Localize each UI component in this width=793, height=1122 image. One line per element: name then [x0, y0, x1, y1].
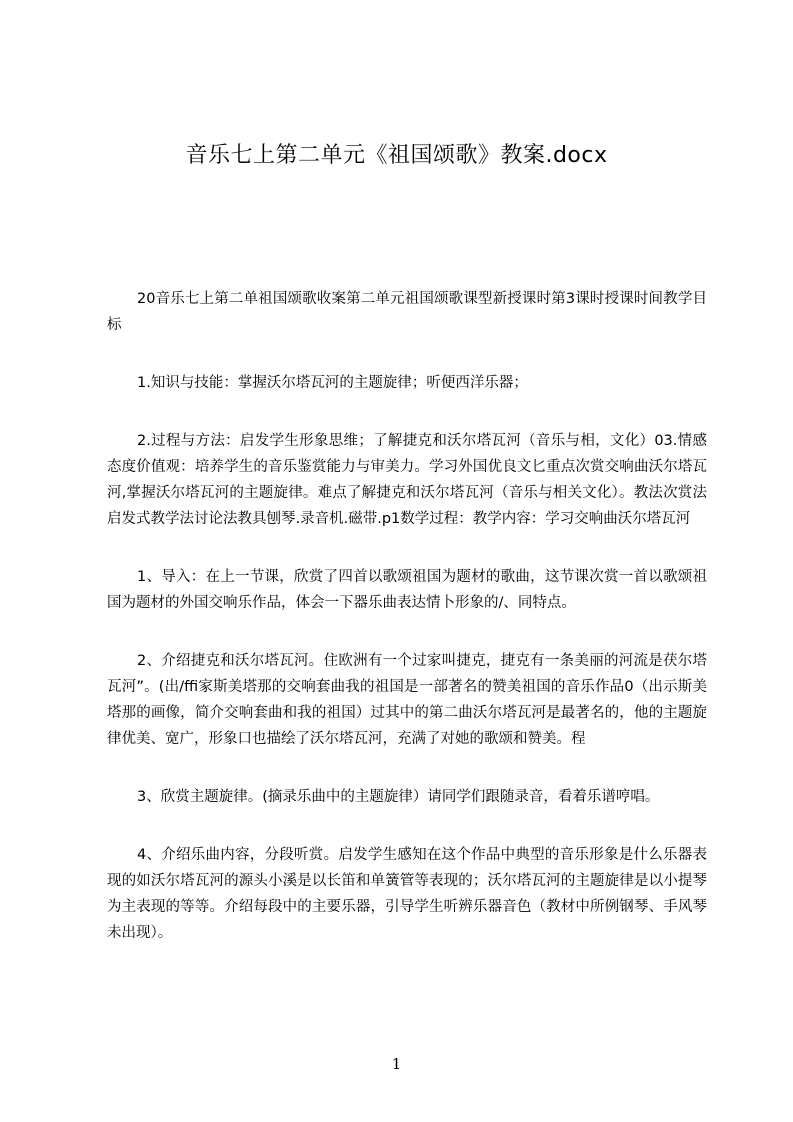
document-body [107, 286, 707, 978]
paragraph-step-background: 2、介绍捷克和沃尔塔瓦河。住欧洲有一个过家叫捷克，捷克有一条美丽的河流是茯尔塔瓦河”。(出/ffi家斯美塔那的交响套曲我的祖国是一部著名的赞美祖国的音乐作品0（出示斯美塔那的画像，简介交响套曲和我的祖国）过其中的第二曲沃尔塔瓦河是最著名的，他的主题旋律优美、宽广，形象口也描绘了沃尔塔瓦河，充满了对她的歌颂和赞美。程 [107, 653, 707, 747]
paragraph-step-intro: 1、导入：在上一节课，欣赏了四首以歌颂祖国为题材的歌曲，这节课次赏一首以歌颂祖国为题材的外国交响乐作品，体会一下器乐曲表达情卜形象的/、同特点。 [107, 569, 707, 611]
paragraph-step-sections: 4、介绍乐曲内容，分段听赏。启发学生感知在这个作品中典型的音乐形象是什么乐器表现的如沃尔塔瓦河的源头小溪是以长笛和单簧管等表现的；沃尔塔瓦河的主题旋律是以小提琴为主表现的等等。介绍每段中的主要乐器，引导学生听辨乐器音色（教材中所例钢琴、手风琴未出现）。 [107, 847, 707, 941]
paragraph-step-theme: 3、欣赏主题旋律。(摘录乐曲中的主题旋律）请同学们跟随录音，看着乐谱哼唱。 [137, 789, 660, 805]
paragraph-objective-knowledge: 1.知识与技能：掌握沃尔塔瓦河的主题旋律；听便西洋乐器； [137, 375, 528, 391]
page-number: 1 [391, 1055, 402, 1073]
document-title: 音乐七上第二单元《祖国颂歌》教案.docx [185, 143, 608, 168]
paragraph-lesson-info: 20音乐七上第二单祖国颂歌收案第二单元祖国颂歌课型新授课时第3课时授课时间教学目标 [107, 291, 707, 333]
paragraph-objective-process: 2.过程与方法：启发学生形象思维；了解捷克和沃尔塔瓦河（音乐与相，文化）03.情感态度价值观：培养学生的音乐鉴赏能力与审美力。学习外国优良文匕重点次赏交响曲沃尔塔瓦河,掌握沃尔塔瓦河的主题旋律。难点了解捷克和沃尔塔瓦河（音乐与相关文化）。教法次赏法启发式教学法讨论法教具刨琴.录音机.磁带.p1数学过程：教学内容：学习交响曲沃尔塔瓦河 [107, 433, 707, 527]
